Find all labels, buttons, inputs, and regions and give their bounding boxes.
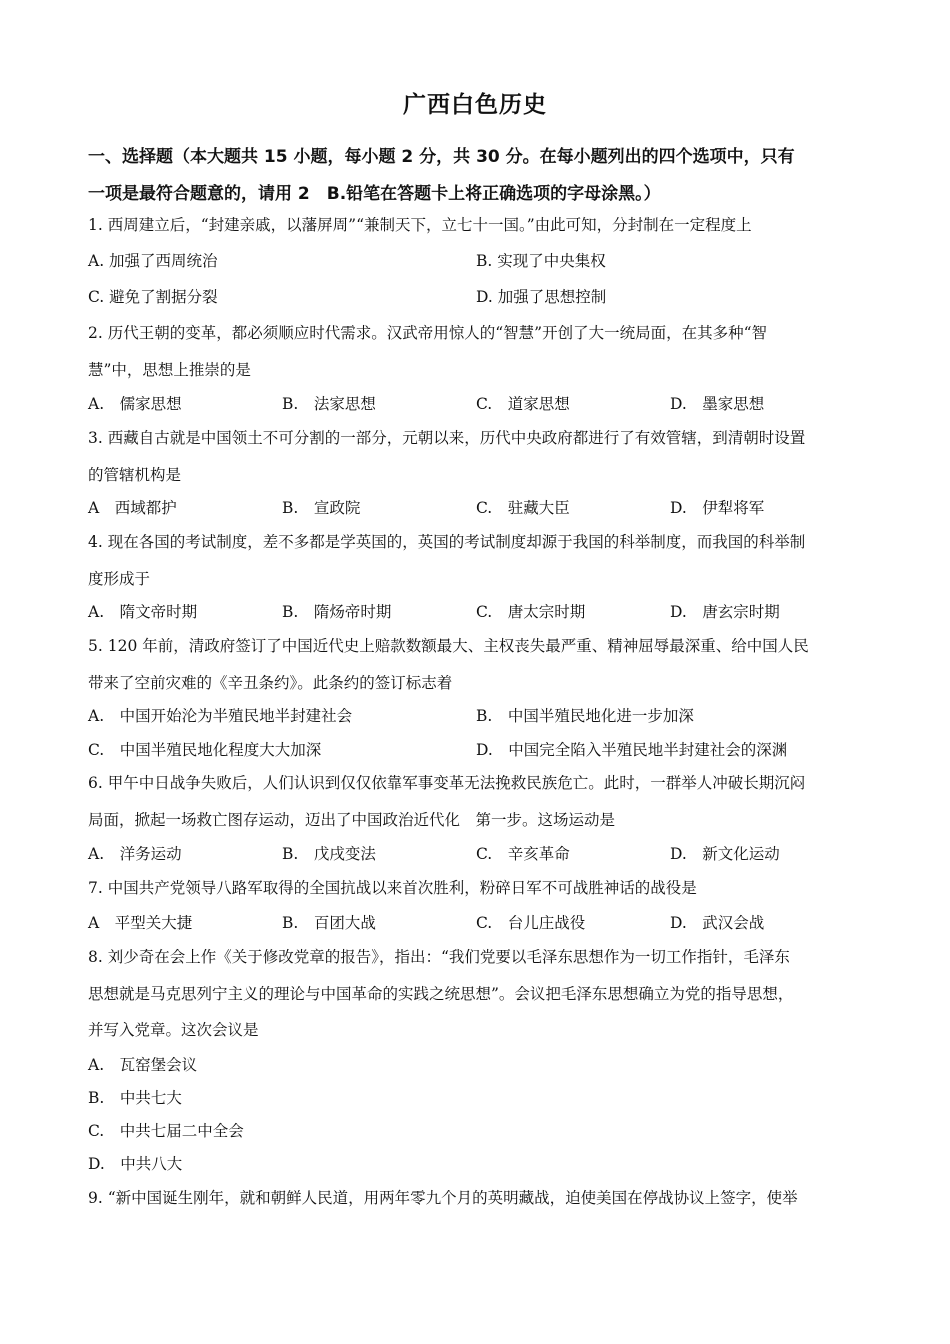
question-6-text-line-2: 局面，掀起一场救亡图存运动，迈出了中国政治近代化 第一步。这场运动是 [88,811,616,829]
question-2-text-line-1: 2. 历代王朝的变革，都必须顺应时代需求。汉武帝用惊人的“智慧”开创了大一统局面，在其多种“智 [88,324,767,342]
question-9-text: 9. “新中国诞生刚年，就和朝鲜人民道，用两年零九个月的英明藏战，迫使美国在停战协议上签字，使举 [88,1189,798,1207]
question-3-option-a: A 西域都护 [88,499,177,517]
question-4-text-line-1: 4. 现在各国的考试制度，差不多都是学英国的，英国的考试制度却源于我国的科举制度，而我国的科举制 [88,533,806,551]
question-1-option-b: B. 实现了中央集权 [476,252,606,270]
question-3-option-b: B. 宣政院 [282,499,361,517]
question-5-text-line-2: 带来了空前灾难的《辛丑条约》。此条约的签订标志着 [88,674,453,692]
question-6-option-a: A. 洋务运动 [88,845,182,863]
question-1-option-c: C. 避免了割据分裂 [88,288,218,306]
question-4-option-c: C. 唐太宗时期 [476,603,586,621]
question-2-option-a: A. 儒家思想 [88,395,182,413]
question-2-option-c: C. 道家思想 [476,395,570,413]
question-7-option-a: A 平型关大捷 [88,914,193,932]
question-8-text-line-1: 8. 刘少奇在会上作《关于修改党章的报告》，指出：“我们党要以毛泽东思想作为一切工作指针，毛泽东 [88,948,790,966]
question-8-text-line-3: 并写入党章。这次会议是 [88,1021,259,1039]
question-2-option-d: D. 墨家思想 [670,395,765,413]
question-7-option-c: C. 台儿庄战役 [476,914,586,932]
question-7-text: 7. 中国共产党领导八路军取得的全国抗战以来首次胜利，粉碎日军不可战胜神话的战役是 [88,879,697,897]
question-6-text-line-1: 6. 甲午中日战争失败后，人们认识到仅仅依靠军事变革无法挽救民族危亡。此时，一群举人冲破长期沉闷 [88,774,806,792]
question-4-option-d: D. 唐玄宗时期 [670,603,780,621]
question-8-text-line-2: 思想就是马克思列宁主义的理论与中国革命的实践之统思想”。会议把毛泽东思想确立为党的指导思想， [88,985,794,1003]
question-1-option-a: A. 加强了西周统治 [88,252,218,270]
question-8-option-b: B. 中共七大 [88,1089,182,1107]
page-title: 广西白色历史 [403,92,547,118]
question-3-option-d: D. 伊犁将军 [670,499,765,517]
question-5-option-c: C. 中国半殖民地化程度大大加深 [88,741,322,759]
question-3-text-line-2: 的管辖机构是 [88,466,182,484]
question-5-option-d: D. 中国完全陷入半殖民地半封建社会的深渊 [476,741,788,759]
question-1-text: 1. 西周建立后，“封建亲戚，以藩屏周”“兼制天下，立七十一国。”由此可知，分封制在一定程度上 [88,216,752,234]
question-1-option-d: D. 加强了思想控制 [476,288,607,306]
question-5-option-a: A. 中国开始沦为半殖民地半封建社会 [88,707,353,725]
question-4-text-line-2: 度形成于 [88,570,151,588]
question-8-option-a: A. 瓦窑堡会议 [88,1056,198,1074]
section-heading-line-2: 一项是最符合题意的，请用 2 B.铅笔在答题卡上将正确选项的字母涂黑。） [88,184,661,204]
question-4-option-b: B. 隋炀帝时期 [282,603,392,621]
question-7-option-b: B. 百团大战 [282,914,376,932]
question-7-option-d: D. 武汉会战 [670,914,765,932]
question-5-text-line-1: 5. 120 年前，清政府签订了中国近代史上赔款数额最大、主权丧失最严重、精神屈辱最深重、给中国人民 [88,637,809,655]
question-5-option-b: B. 中国半殖民地化进一步加深 [476,707,694,725]
question-8-option-d: D. 中共八大 [88,1155,183,1173]
section-heading-line-1: 一、选择题（本大题共 15 小题，每小题 2 分，共 30 分。在每小题列出的四个选项中，只有 [88,147,795,167]
question-6-option-b: B. 戊戌变法 [282,845,376,863]
question-3-text-line-1: 3. 西藏自古就是中国领土不可分割的一部分，元朝以来，历代中央政府都进行了有效管辖，到清朝时设置 [88,429,806,447]
question-8-option-c: C. 中共七届二中全会 [88,1122,244,1140]
question-2-text-line-2: 慧”中，思想上推崇的是 [88,361,251,379]
question-3-option-c: C. 驻藏大臣 [476,499,570,517]
question-6-option-d: D. 新文化运动 [670,845,780,863]
question-2-option-b: B. 法家思想 [282,395,376,413]
question-4-option-a: A. 隋文帝时期 [88,603,198,621]
question-6-option-c: C. 辛亥革命 [476,845,570,863]
